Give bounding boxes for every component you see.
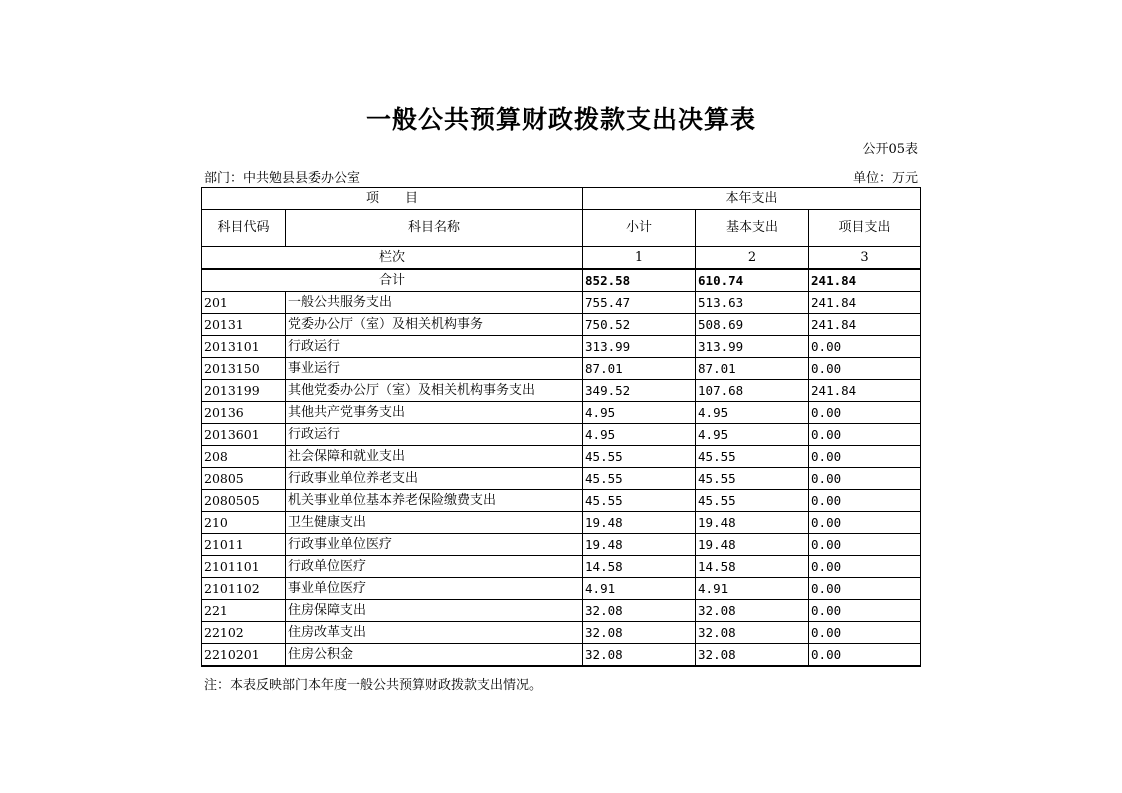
subtotal-cell: 14.58 [583, 556, 696, 578]
subject-name-cell: 一般公共服务支出 [286, 292, 583, 314]
project-expenditure-cell: 0.00 [809, 336, 921, 358]
subject-name-cell: 行政事业单位养老支出 [286, 468, 583, 490]
subject-code-cell: 208 [202, 446, 286, 468]
table-body [202, 292, 921, 667]
subtotal-cell: 4.91 [583, 578, 696, 600]
header-subject-name: 科目名称 [286, 210, 583, 247]
table-row [202, 380, 921, 402]
subject-name-cell: 行政运行 [286, 336, 583, 358]
total-label: 合计 [202, 269, 583, 292]
table-row [202, 446, 921, 468]
project-expenditure-cell: 241.84 [809, 380, 921, 402]
table-row [202, 402, 921, 424]
basic-expenditure-cell: 45.55 [696, 490, 809, 512]
subject-code-cell: 210 [202, 512, 286, 534]
subject-code-cell: 2101101 [202, 556, 286, 578]
subject-code-cell: 2210201 [202, 644, 286, 667]
column-index-1: 1 [583, 247, 696, 270]
project-expenditure-cell: 0.00 [809, 358, 921, 380]
project-expenditure-cell: 0.00 [809, 402, 921, 424]
subtotal-cell: 32.08 [583, 622, 696, 644]
table-row [202, 336, 921, 358]
subject-name-cell: 事业运行 [286, 358, 583, 380]
basic-expenditure-cell: 4.91 [696, 578, 809, 600]
table-row [202, 644, 921, 667]
subtotal-cell: 4.95 [583, 402, 696, 424]
subject-code-cell: 2013601 [202, 424, 286, 446]
project-expenditure-cell: 0.00 [809, 446, 921, 468]
basic-expenditure-cell: 513.63 [696, 292, 809, 314]
project-expenditure-cell: 0.00 [809, 512, 921, 534]
subject-name-cell: 其他共产党事务支出 [286, 402, 583, 424]
unit-label: 单位：万元 [852, 171, 918, 186]
basic-expenditure-cell: 4.95 [696, 424, 809, 446]
header-basic-expenditure: 基本支出 [696, 210, 809, 247]
column-index-3: 3 [809, 247, 921, 270]
subject-name-cell: 其他党委办公厅（室）及相关机构事务支出 [286, 380, 583, 402]
subtotal-cell: 45.55 [583, 468, 696, 490]
table-row [202, 292, 921, 314]
table-row [202, 424, 921, 446]
subtotal-cell: 19.48 [583, 512, 696, 534]
subject-code-cell: 2101102 [202, 578, 286, 600]
project-expenditure-cell: 0.00 [809, 534, 921, 556]
subtotal-cell: 750.52 [583, 314, 696, 336]
project-expenditure-cell: 0.00 [809, 468, 921, 490]
subject-code-cell: 2013199 [202, 380, 286, 402]
subject-name-cell: 党委办公厅（室）及相关机构事务 [286, 314, 583, 336]
basic-expenditure-cell: 14.58 [696, 556, 809, 578]
header-row-2 [202, 210, 921, 247]
project-expenditure-cell: 241.84 [809, 292, 921, 314]
project-expenditure-cell: 241.84 [809, 314, 921, 336]
subject-name-cell: 行政运行 [286, 424, 583, 446]
table-row [202, 556, 921, 578]
basic-expenditure-cell: 508.69 [696, 314, 809, 336]
table-row [202, 512, 921, 534]
subject-code-cell: 2080505 [202, 490, 286, 512]
form-code: 公开05表 [862, 142, 918, 157]
basic-expenditure-cell: 19.48 [696, 534, 809, 556]
header-current-year-expenditure: 本年支出 [583, 188, 921, 210]
subject-name-cell: 住房公积金 [286, 644, 583, 667]
subject-code-cell: 21011 [202, 534, 286, 556]
footnote: 注：本表反映部门本年度一般公共预算财政拨款支出情况。 [204, 678, 543, 693]
subject-name-cell: 住房改革支出 [286, 622, 583, 644]
subject-name-cell: 行政事业单位医疗 [286, 534, 583, 556]
department-label: 部门：中共勉县县委办公室 [204, 171, 361, 186]
expenditure-table [201, 187, 921, 667]
subject-name-cell: 事业单位医疗 [286, 578, 583, 600]
subject-code-cell: 221 [202, 600, 286, 622]
project-expenditure-cell: 0.00 [809, 600, 921, 622]
header-subject-code: 科目代码 [202, 210, 286, 247]
table-row [202, 490, 921, 512]
subtotal-cell: 32.08 [583, 600, 696, 622]
total-subtotal: 852.58 [583, 269, 696, 292]
subject-name-cell: 卫生健康支出 [286, 512, 583, 534]
subject-code-cell: 22102 [202, 622, 286, 644]
subtotal-cell: 45.55 [583, 490, 696, 512]
project-expenditure-cell: 0.00 [809, 490, 921, 512]
subtotal-cell: 349.52 [583, 380, 696, 402]
header-project-expenditure: 项目支出 [809, 210, 921, 247]
table-row [202, 534, 921, 556]
basic-expenditure-cell: 313.99 [696, 336, 809, 358]
column-index-label: 栏次 [202, 247, 583, 270]
subtotal-cell: 45.55 [583, 446, 696, 468]
table-row [202, 622, 921, 644]
subject-name-cell: 机关事业单位基本养老保险缴费支出 [286, 490, 583, 512]
project-expenditure-cell: 0.00 [809, 644, 921, 667]
subtotal-cell: 19.48 [583, 534, 696, 556]
basic-expenditure-cell: 107.68 [696, 380, 809, 402]
total-project: 241.84 [809, 269, 921, 292]
project-expenditure-cell: 0.00 [809, 556, 921, 578]
subtotal-cell: 4.95 [583, 424, 696, 446]
subject-code-cell: 201 [202, 292, 286, 314]
table-row [202, 468, 921, 490]
basic-expenditure-cell: 45.55 [696, 446, 809, 468]
subject-name-cell: 社会保障和就业支出 [286, 446, 583, 468]
table-row [202, 600, 921, 622]
header-row-1 [202, 188, 921, 210]
subject-name-cell: 住房保障支出 [286, 600, 583, 622]
subject-code-cell: 20805 [202, 468, 286, 490]
subject-name-cell: 行政单位医疗 [286, 556, 583, 578]
subject-code-cell: 20136 [202, 402, 286, 424]
subtotal-cell: 32.08 [583, 644, 696, 667]
total-basic: 610.74 [696, 269, 809, 292]
subtotal-cell: 755.47 [583, 292, 696, 314]
project-expenditure-cell: 0.00 [809, 622, 921, 644]
subtotal-cell: 87.01 [583, 358, 696, 380]
basic-expenditure-cell: 19.48 [696, 512, 809, 534]
page-title: 一般公共预算财政拨款支出决算表 [365, 105, 756, 134]
basic-expenditure-cell: 32.08 [696, 622, 809, 644]
basic-expenditure-cell: 45.55 [696, 468, 809, 490]
basic-expenditure-cell: 32.08 [696, 600, 809, 622]
basic-expenditure-cell: 87.01 [696, 358, 809, 380]
table-row [202, 358, 921, 380]
subject-code-cell: 2013150 [202, 358, 286, 380]
header-project: 项 目 [202, 188, 583, 210]
subject-code-cell: 20131 [202, 314, 286, 336]
table-row [202, 578, 921, 600]
project-expenditure-cell: 0.00 [809, 578, 921, 600]
total-row [202, 269, 921, 292]
basic-expenditure-cell: 32.08 [696, 644, 809, 667]
column-index-2: 2 [696, 247, 809, 270]
subtotal-cell: 313.99 [583, 336, 696, 358]
header-subtotal: 小计 [583, 210, 696, 247]
subject-code-cell: 2013101 [202, 336, 286, 358]
column-index-row [202, 247, 921, 270]
table-row [202, 314, 921, 336]
project-expenditure-cell: 0.00 [809, 424, 921, 446]
basic-expenditure-cell: 4.95 [696, 402, 809, 424]
